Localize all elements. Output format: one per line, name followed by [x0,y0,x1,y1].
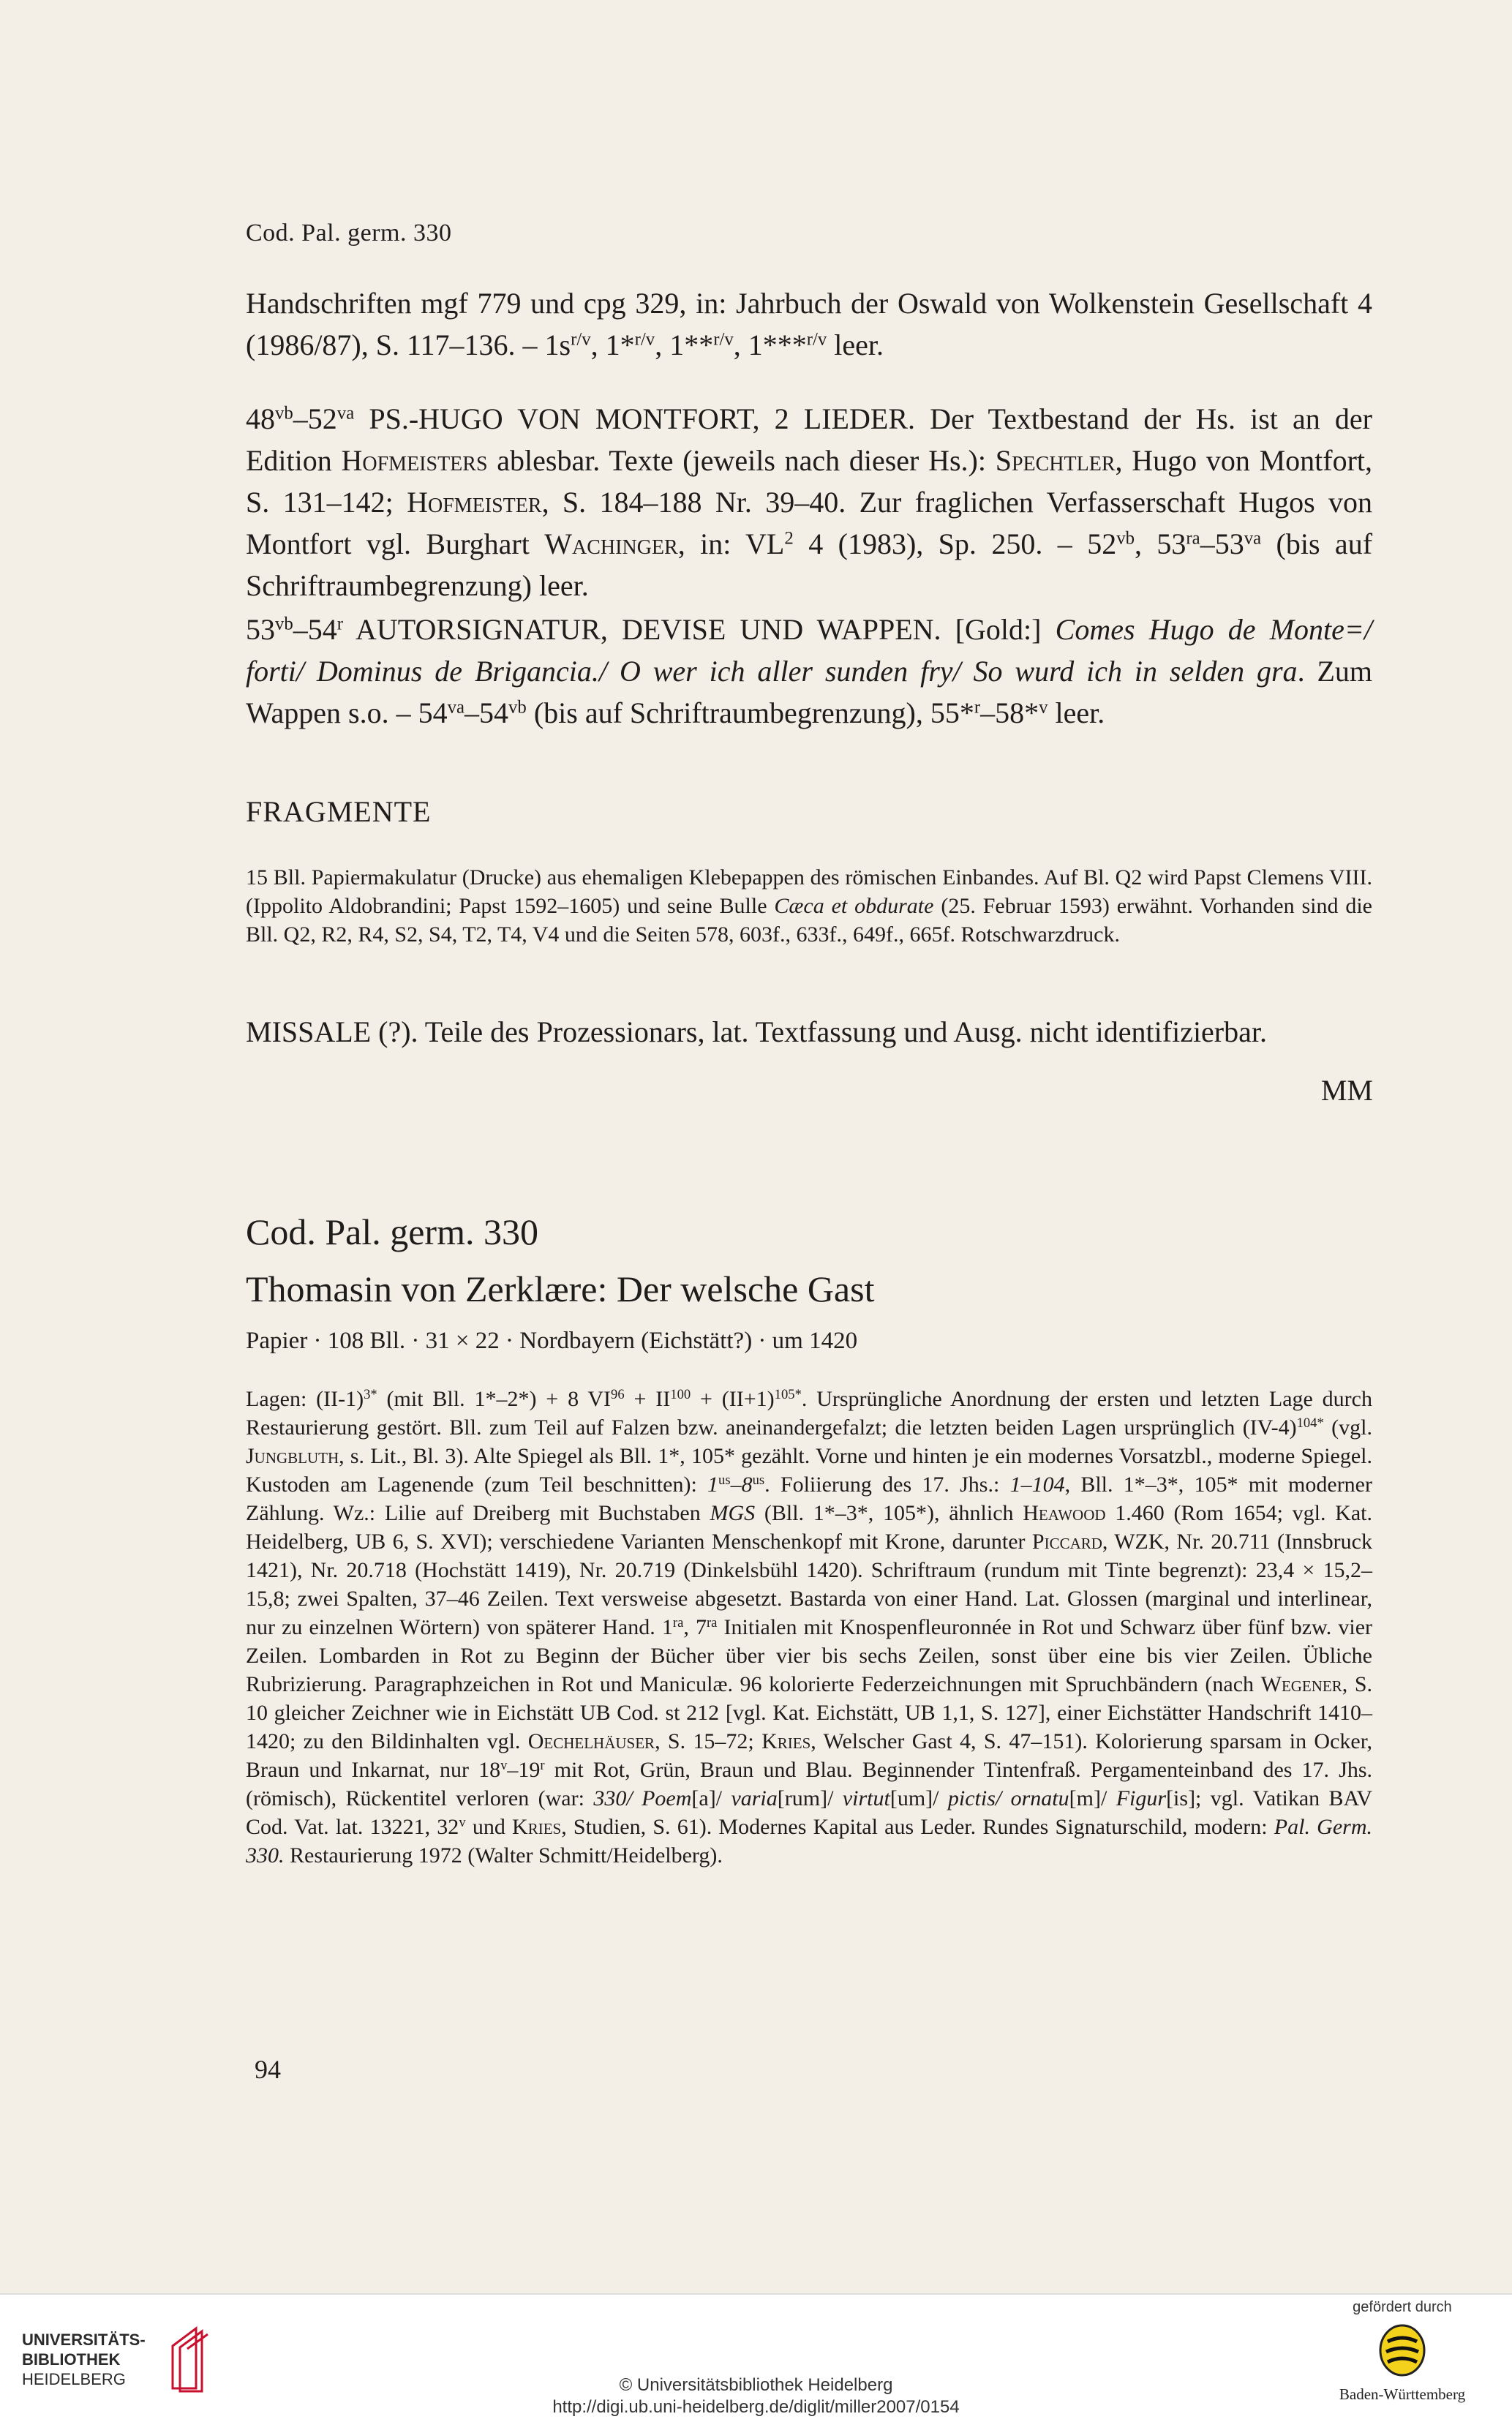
superscript: va [1244,528,1262,549]
page-number: 94 [255,2055,281,2084]
superscript: r/v [806,329,827,350]
text: (Bll. 1*–3*, 105*), ähnlich [755,1501,1023,1525]
text: leer. [827,328,884,361]
italic-text: Pal. Germ. 330. [246,1815,1372,1868]
superscript: vb [275,403,293,424]
author-name: Heawood [1023,1501,1106,1525]
text: [rum]/ [777,1786,843,1810]
text: 48 [246,402,275,435]
italic-text: –8 [730,1473,753,1497]
superscript: ra [706,1614,718,1631]
superscript: 104* [1296,1415,1324,1431]
text: , S. 10 gleicher Zeichner wie in Eichstätt UB Cod. st 212 [vgl. Kat. Eichstätt, UB 1,1, S. 127], einer Eichstätter Handschrift 1410–1420; zu den Bildinhalten vgl. [246,1672,1373,1753]
text: , Bll. 1*–3*, 105* mit moderner Zählung. Wz.: Lilie auf Dreiberg mit Buchstaben [246,1473,1372,1525]
text: , s. Lit., Bl. 3). Alte Spiegel als Bll. 1*, 105* gezählt. Vorne und hinten je ein modernes Vorsatzbl., moderne Spiegel. Kustoden am Lagenende (zum Teil beschnitten): [246,1444,1372,1497]
superscript: r [336,614,344,634]
text: 4 (1983), Sp. 250. – 52 [793,527,1117,560]
italic-text: virtut [842,1786,890,1810]
work-title: Thomasin von Zerklære: Der welsche Gast [246,1268,875,1309]
permalink[interactable]: http://digi.ub.uni-heidelberg.de/diglit/miller2007/0154 [552,2397,960,2417]
codex-description [246,1385,1372,1870]
text: , 1*** [733,328,807,361]
italic-text: 1–104 [1009,1473,1065,1497]
state-crest-icon [1372,2320,1433,2381]
superscript: va [336,403,355,424]
author-name: Piccard [1031,1530,1102,1554]
text: [is]; vgl. Vatikan BAV Cod. Vat. lat. 13221, 32 [246,1786,1373,1839]
text: + (II+1) [691,1387,775,1411]
text: Handschriften mgf 779 und cpg 329, in: Jahrbuch der Oswald von Wolkenstein Gesellschaft 4 (1986/87), S. 117–136. – 1s [246,287,1372,361]
bull-title: Cæca et obdurate [774,894,934,918]
author-name: Hofmeister [407,486,542,519]
text: , S. 184–188 Nr. 39–40. Zur fraglichen Verfasserschaft Hugos von Montfort vgl. Burghart [246,486,1372,560]
author-initials: MM [1320,1074,1373,1107]
section-heading-fragmente: FRAGMENTE [246,795,432,828]
text: , S. 15–72; [655,1729,762,1753]
superscript: 105* [774,1386,802,1402]
superscript: v [1039,697,1048,718]
superscript: v [459,1814,466,1830]
logo-line: HEIDELBERG [22,2370,126,2388]
superscript: v [500,1757,508,1773]
superscript: 3* [364,1386,377,1402]
paragraph-autorsignatur [246,609,1372,734]
italic-text: 1 [707,1473,719,1497]
author-name: Kries [761,1729,811,1753]
logo-line: BIBLIOTHEK [22,2350,121,2369]
text: , Studien, S. 61). Modernes Kapital aus Leder. Rundes Signaturschild, modern: [561,1815,1274,1839]
text: 15 Bll. Papiermakulatur (Drucke) aus ehemaligen Klebepappen des römischen Einbandes. Auf Bl. Q2 wird Papst Clemens VIII. (Ippolito Aldobrandini; Papst 1592–1605) und seine Bulle [246,865,1372,918]
text: –58* [980,696,1039,729]
funding-label: gefördert durch [1353,2299,1452,2315]
superscript: 2 [784,528,794,549]
paragraph-missale: MISSALE (?). Teile des Prozessionars, lat. Textfassung und Ausg. nicht identifizierbar. [246,1015,1267,1048]
author-name: Jungbluth [246,1444,339,1468]
text: (mit Bll. 1*–2*) + 8 VI [377,1387,612,1411]
text: + II [624,1387,671,1411]
paragraph-fragmente [246,863,1372,949]
text: , in: VL [677,527,785,560]
text: (bis auf Schriftraumbegrenzung), 55* [526,696,974,729]
running-head: Cod. Pal. germ. 330 [246,219,452,247]
text: 1.460 (Rom 1654; vgl. Kat. Heidelberg, UB 6, S. XVI); verschiedene Varianten Menschenkopf mit Krone, darunter [246,1501,1373,1554]
superscript: va [447,697,465,718]
superscript: ra [1186,528,1200,549]
superscript: vb [275,614,293,634]
copyright-notice: © Universitätsbibliothek Heidelberg [619,2375,893,2395]
author-name: Kries [512,1815,562,1839]
author-name: Wegener [1260,1672,1342,1696]
superscript: 100 [670,1386,691,1402]
codex-metadata: Papier · 108 Bll. · 31 × 22 · Nordbayern (Eichstätt?) · um 1420 [246,1328,858,1354]
superscript: ra [672,1614,684,1631]
footer-divider [0,2293,1512,2295]
text: mit Rot, Grün, Braun und Blau. Beginnender Tintenfraß. Pergamenteinband des 17. Jhs. (römisch), Rückentitel verloren (war: [246,1758,1372,1810]
superscript: r/v [571,329,591,350]
text: –54 [293,613,337,646]
author-name: Oechelhäuser [527,1729,655,1753]
superscript: vb [508,697,527,718]
text: –52 [293,402,337,435]
paragraph-ps-hugo [246,398,1372,606]
text: . Zum Wappen s.o. – 54 [246,655,1373,729]
superscript: 96 [611,1386,625,1402]
paragraph-literature [246,282,1372,366]
italic-text: MGS [710,1501,756,1525]
superscript: r/v [713,329,734,350]
text: , Welscher Gast 4, S. 47–151). Kolorierung sparsam in Ocker, Braun und Inkarnat, nur 18 [246,1729,1372,1782]
text: Restaurierung 1972 (Walter Schmitt/Heidelberg). [284,1843,723,1868]
italic-text: varia [731,1786,778,1810]
superscript: vb [1116,528,1135,549]
italic-text: Figur [1116,1786,1167,1810]
text: [m]/ [1069,1786,1116,1810]
text: und [465,1815,513,1839]
logo-line: UNIVERSITÄTS- [22,2331,146,2349]
text: (25. Februar 1593) erwähnt. Vorhanden sind die Bll. Q2, R2, R4, S2, S4, T2, T4, V4 und die Seiten 578, 603f., 633f., 649f., 665f. Rotschwarzdruck. [246,894,1372,947]
superscript: us [752,1472,765,1488]
text: ablesbar. Texte (jeweils nach dieser Hs.): [487,444,996,477]
text: , 1* [590,328,635,361]
text: , WZK, Nr. 20.711 (Innsbruck 1421), Nr. 20.718 (Hochstätt 1419), Nr. 20.719 (Dinkelsbühl 1420). Schriftraum (rundum mit Tinte begrenzt): 23,4 × 15,2–15,8; zwei Spalten, 37–46 Zeilen. Text versweise abgesetzt. Bastarda von einer Hand. Lat. Glossen (marginal und interlinear, nur zu einzelnen Wörtern) von späterer Hand. 1 [246,1530,1372,1639]
text: , 1** [655,328,714,361]
text: 53 [246,613,275,646]
author-name: Hofmeisters [341,444,488,477]
text: PS.-HUGO VON MONTFORT, 2 LIEDER. Der Textbestand der Hs. ist an der Edition [246,402,1372,477]
state-label: Baden-Württemberg [1339,2385,1466,2403]
text: –53 [1200,527,1244,560]
footer-bar [0,2293,1512,2422]
text: –54 [464,696,509,729]
text: (vgl. [1323,1415,1373,1440]
author-name: Wachinger [544,527,678,560]
text: (bis auf Schriftraumbegrenzung) leer. [246,527,1373,602]
superscript: r/v [634,329,655,350]
text: . Foliierung des 17. Jhs.: [764,1473,1010,1497]
superscript: r [540,1757,545,1773]
text: [a]/ [691,1786,731,1810]
quoted-verse: Comes Hugo de Monte=/ forti/ Dominus de Brigancia./ O wer ich aller sunden fry/ So wurd ich in selden gra [246,613,1372,688]
text: [um]/ [889,1786,948,1810]
superscript: us [718,1472,731,1488]
italic-text: pictis/ ornatu [947,1786,1069,1810]
superscript: r [974,697,981,718]
text: Initialen mit Knospenfleuronnée in Rot und Schwarz über fünf bzw. vier Zeilen. Lombarden in Rot zu Beginn der Bücher über vier bis sechs Zeilen, sonst über eine bis vier Zeilen. Übliche Rubrizierung. Paragraphzeichen in Rot und Maniculæ. 96 kolorierte Federzeichnungen mit Spruchbändern (nach [246,1615,1372,1696]
text: Lagen: (II-1) [246,1387,364,1411]
text: leer. [1048,696,1105,729]
codex-title: Cod. Pal. germ. 330 [246,1211,538,1252]
text: , Hugo von Montfort, S. 131–142; [246,444,1372,519]
author-name: Spechtler [995,444,1116,477]
text: AUTORSIGNATUR, DEVISE UND WAPPEN. [Gold:] [343,613,1056,646]
text: –19 [507,1758,541,1782]
text: , 7 [683,1615,707,1639]
text: . Ursprüngliche Anordnung der ersten und letzten Lage durch Restaurierung gestört. Bll. zum Teil auf Falzen bzw. aneinandergefalzt; die letzten beiden Lagen ursprünglich (IV-4) [246,1387,1372,1440]
italic-text: 330/ Poem [593,1786,692,1810]
text: , 53 [1135,527,1186,560]
